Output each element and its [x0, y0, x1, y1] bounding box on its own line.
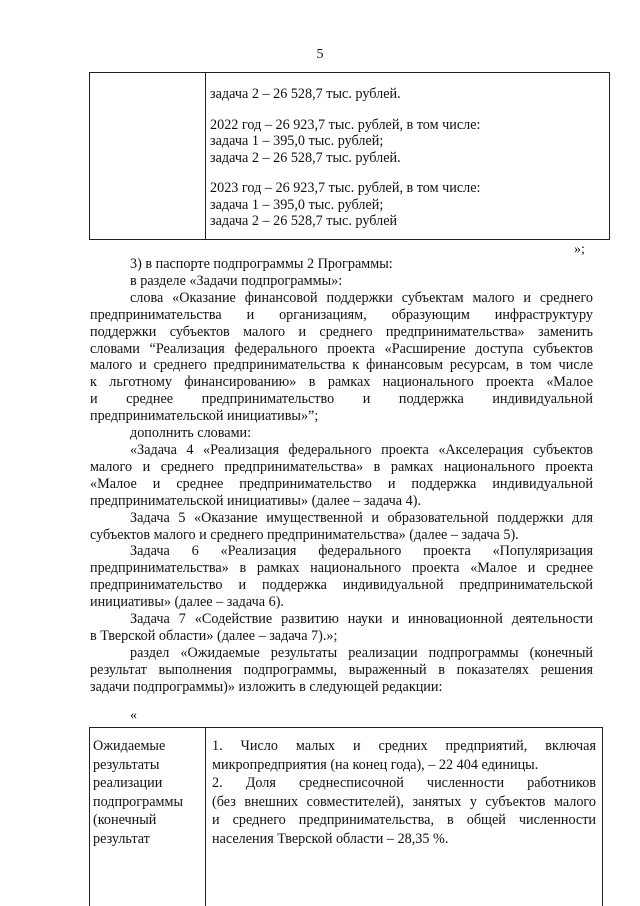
body-line: поддержки субъектов малого и среднего предпринимательства» заменить	[90, 323, 593, 340]
body-line: субъектов малого и среднего предпринимательства» (далее – задача 5).	[90, 526, 519, 543]
body-line: словами “Реализация федерального проекта «Расширение доступа субъектов	[90, 340, 593, 357]
page-number: 5	[316, 47, 324, 62]
paragraph-gap	[210, 166, 600, 180]
label-line: результат	[93, 830, 150, 847]
body-line: задачи подпрограммы)» изложить в следующей редакции:	[90, 678, 443, 695]
body-line: инициативы» (далее – задача 6).	[90, 594, 284, 611]
body-line: малого и среднего предпринимательства» в рамках национального проекта	[90, 458, 593, 475]
funding-line: задача 2 – 26 528,7 тыс. рублей	[210, 213, 398, 229]
results-table-value-cell	[212, 737, 596, 848]
body-line: Задача 6 «Реализация федерального проекта «Популяризация	[130, 543, 593, 560]
body-line: предпринимательства и организациям, образующим инфраструктуру	[90, 306, 593, 323]
body-line: слова «Оказание финансовой поддержки субъектам малого и среднего	[130, 289, 593, 306]
body-line: результат выполнения подпрограммы, выраженный в показателях решения	[90, 661, 593, 678]
funding-line: задача 1 – 395,0 тыс. рублей;	[210, 196, 384, 213]
results-table-label-cell	[93, 737, 203, 848]
body-line: предпринимательской инициативы»”;	[90, 408, 319, 425]
result-line: 2. Доля среднесписочной численности работников	[212, 775, 596, 791]
funding-line: задача 1 – 395,0 тыс. рублей;	[210, 133, 384, 149]
body-line: предпринимательской инициативы» (далее – задача 4).	[90, 492, 422, 509]
opening-quote: «	[130, 708, 137, 723]
paragraph-gap	[210, 103, 600, 117]
table-column-divider	[205, 728, 206, 906]
body-line: Задача 5 «Оказание имущественной и образовательной поддержки для	[130, 509, 593, 526]
funding-table-cell	[210, 86, 600, 230]
closing-quote: »;	[574, 242, 585, 257]
label-line: Ожидаемые	[93, 738, 166, 754]
table-column-divider	[205, 73, 206, 239]
result-line: и среднего предпринимательства, в общей численности	[212, 812, 596, 828]
body-line: «Малое и среднее предпринимательство и поддержка индивидуальной	[90, 475, 593, 492]
body-line: и среднее предпринимательство и поддержка индивидуальной	[90, 391, 593, 408]
body-line: 3) в паспорте подпрограммы 2 Программы:	[130, 256, 393, 272]
funding-line: задача 2 – 26 528,7 тыс. рублей.	[210, 149, 401, 166]
body-line: предпринимательства» в рамках национального проекта «Малое и среднее	[90, 560, 593, 577]
body-line: в разделе «Задачи подпрограммы»:	[130, 272, 343, 289]
label-line: подпрограммы	[93, 793, 183, 810]
body-line: «Задача 4 «Реализация федерального проекта «Акселерация субъектов	[130, 441, 593, 458]
funding-line: 2023 год – 26 923,7 тыс. рублей, в том числе:	[210, 180, 481, 196]
funding-line: задача 2 – 26 528,7 тыс. рублей.	[210, 86, 401, 102]
body-line: предпринимательство и поддержка индивидуальной предпринимательской	[90, 577, 593, 594]
body-line: в Тверской области» (далее – задача 7).»;	[90, 627, 338, 644]
label-line: реализации	[93, 775, 163, 791]
body-line: дополнить словами:	[130, 425, 252, 442]
body-line: малого и среднего предпринимательства к финансовым ресурсам, в том числе	[90, 357, 593, 374]
body-line: к льготному финансированию» в рамках национального проекта «Малое	[90, 374, 593, 391]
body-line: Задача 7 «Содействие развитию науки и инновационной деятельности	[130, 611, 593, 628]
label-line: результаты	[93, 756, 160, 773]
result-line: (без внешних совместителей), занятых у субъектов малого	[212, 793, 596, 810]
result-line: микропредприятия (на конец года), – 22 404 единицы.	[212, 756, 539, 773]
funding-line: 2022 год – 26 923,7 тыс. рублей, в том числе:	[210, 116, 481, 133]
body-text	[90, 256, 593, 696]
result-line: населения Тверской области – 28,35 %.	[212, 830, 449, 847]
body-line: раздел «Ожидаемые результаты реализации подпрограммы (конечный	[130, 644, 593, 661]
result-line: 1. Число малых и средних предприятий, включая	[212, 738, 596, 754]
label-line: (конечный	[93, 812, 157, 828]
